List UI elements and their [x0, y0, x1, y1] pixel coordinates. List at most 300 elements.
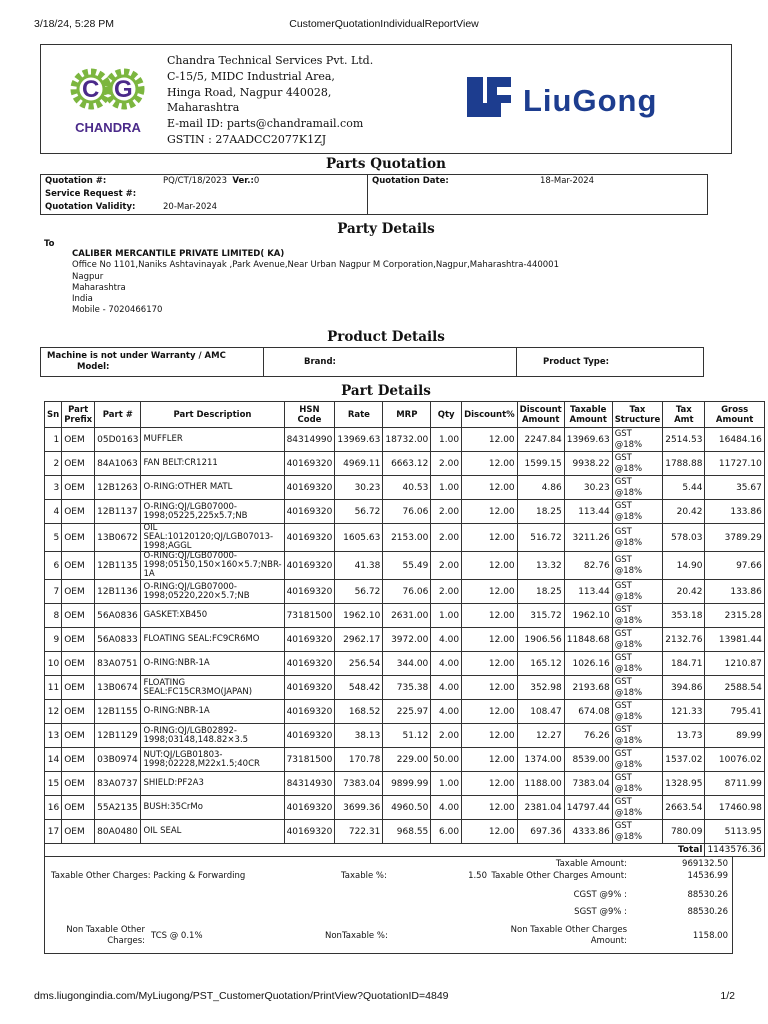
- table-cell: MUFFLER: [141, 428, 284, 452]
- table-cell: 394.86: [663, 676, 705, 700]
- table-cell: 2132.76: [663, 628, 705, 652]
- company-gstin: GSTIN : 27AADCC2077K1ZJ: [167, 132, 327, 146]
- table-cell: O-RING:OTHER MATL: [141, 476, 284, 500]
- table-cell: OEM: [62, 700, 95, 724]
- quotation-info-table: [40, 174, 708, 215]
- table-cell: 133.86: [705, 580, 764, 604]
- table-cell: 40169320: [284, 552, 335, 580]
- table-cell: 14.90: [663, 552, 705, 580]
- table-cell: GST @18%: [612, 428, 663, 452]
- table-row: [45, 552, 765, 580]
- table-cell: 12: [45, 700, 62, 724]
- table-cell: OEM: [62, 820, 95, 844]
- table-cell: 13B0674: [95, 676, 141, 700]
- table-cell: GST @18%: [612, 500, 663, 524]
- table-row: [45, 500, 765, 524]
- warranty-status: Machine is not under Warranty / AMC: [47, 351, 226, 361]
- table-cell: GASKET:XB450: [141, 604, 284, 628]
- table-cell: OEM: [62, 628, 95, 652]
- col-header: Discount Amount: [517, 402, 564, 428]
- quotation-summary: [44, 857, 733, 954]
- table-cell: 9938.22: [564, 452, 612, 476]
- table-row: [45, 676, 765, 700]
- table-cell: 35.67: [705, 476, 764, 500]
- other-charges-label: Taxable Other Charges: Packing & Forwarding: [51, 871, 246, 881]
- table-cell: 3: [45, 476, 62, 500]
- table-cell: O-RING:NBR-1A: [141, 652, 284, 676]
- quotation-date-label: Quotation Date:: [368, 175, 537, 189]
- tcs-label: TCS @ 0.1%: [151, 931, 203, 941]
- ver-value: 0: [253, 176, 260, 186]
- table-row: [45, 476, 765, 500]
- table-cell: 30.23: [564, 476, 612, 500]
- table-cell: 20.42: [663, 500, 705, 524]
- table-cell: 76.06: [383, 500, 431, 524]
- taxable-pct-value: 1.50: [468, 871, 487, 881]
- table-cell: 83A0751: [95, 652, 141, 676]
- table-cell: 41.38: [335, 552, 383, 580]
- table-cell: 55A2135: [95, 796, 141, 820]
- table-cell: 12B1137: [95, 500, 141, 524]
- table-cell: 40169320: [284, 820, 335, 844]
- quotation-validity-label: Quotation Validity:: [45, 202, 136, 212]
- table-cell: 7383.04: [335, 772, 383, 796]
- total-label: Total: [45, 844, 705, 857]
- table-cell: 4.00: [431, 700, 462, 724]
- part-rows: [45, 428, 765, 844]
- table-cell: 89.99: [705, 724, 764, 748]
- table-cell: 18.25: [517, 580, 564, 604]
- table-cell: 12.27: [517, 724, 564, 748]
- table-cell: GST @18%: [612, 628, 663, 652]
- table-row: [45, 652, 765, 676]
- table-cell: 4.00: [431, 652, 462, 676]
- col-header: Part #: [95, 402, 141, 428]
- nontax-pct-label: NonTaxable %:: [325, 931, 388, 941]
- table-cell: 12.00: [462, 700, 518, 724]
- table-cell: 18.25: [517, 500, 564, 524]
- table-cell: 40169320: [284, 796, 335, 820]
- table-cell: 12.00: [462, 820, 518, 844]
- warranty-cell: [41, 348, 264, 377]
- table-cell: 2193.68: [564, 676, 612, 700]
- table-cell: OEM: [62, 452, 95, 476]
- table-cell: 73181500: [284, 604, 335, 628]
- table-cell: O-RING:QJ/LGB07000-1998;05150,150×160×5.7;NBR-1A: [141, 552, 284, 580]
- table-cell: 40169320: [284, 652, 335, 676]
- table-cell: OIL SEAL: [141, 820, 284, 844]
- table-cell: 8539.00: [564, 748, 612, 772]
- table-cell: 1962.10: [335, 604, 383, 628]
- table-cell: 1374.00: [517, 748, 564, 772]
- table-cell: 12.00: [462, 628, 518, 652]
- table-cell: GST @18%: [612, 748, 663, 772]
- blank-cell: [368, 201, 537, 215]
- col-header: HSN Code: [284, 402, 335, 428]
- table-row: [45, 748, 765, 772]
- table-cell: OEM: [62, 428, 95, 452]
- sgst-label: SGST @9% :: [574, 907, 627, 917]
- table-cell: FLOATING SEAL:FC15CR3MO(JAPAN): [141, 676, 284, 700]
- table-cell: 7: [45, 580, 62, 604]
- table-cell: 722.31: [335, 820, 383, 844]
- liugong-mark-icon: [467, 77, 511, 117]
- table-cell: 4.86: [517, 476, 564, 500]
- table-cell: 30.23: [335, 476, 383, 500]
- blank-cell: [536, 188, 708, 201]
- table-cell: 121.33: [663, 700, 705, 724]
- cgst-label: CGST @9% :: [573, 890, 627, 900]
- table-row: [45, 700, 765, 724]
- customer-name: CALIBER MERCANTILE PRIVATE LIMITED( KA): [72, 249, 285, 259]
- table-cell: 40169320: [284, 580, 335, 604]
- table-cell: 1.00: [431, 604, 462, 628]
- table-cell: 2.00: [431, 500, 462, 524]
- table-cell: 170.78: [335, 748, 383, 772]
- table-cell: GST @18%: [612, 796, 663, 820]
- customer-country: India: [72, 294, 93, 305]
- table-cell: 12.00: [462, 796, 518, 820]
- table-cell: 133.86: [705, 500, 764, 524]
- table-cell: 13.73: [663, 724, 705, 748]
- total-row: [45, 844, 765, 857]
- table-cell: 12.00: [462, 476, 518, 500]
- nontax-amount-value: 1158.00: [692, 931, 728, 941]
- table-cell: GST @18%: [612, 724, 663, 748]
- table-cell: 56.72: [335, 500, 383, 524]
- table-cell: 4960.50: [383, 796, 431, 820]
- table-cell: 2.00: [431, 724, 462, 748]
- table-cell: 12B1263: [95, 476, 141, 500]
- table-cell: 2631.00: [383, 604, 431, 628]
- table-cell: FAN BELT:CR1211: [141, 452, 284, 476]
- table-cell: 12.00: [462, 524, 518, 552]
- table-cell: 12.00: [462, 676, 518, 700]
- table-cell: 84314990: [284, 428, 335, 452]
- quotation-no: PQ/CT/18/2023: [163, 176, 227, 186]
- table-cell: 12.00: [462, 428, 518, 452]
- brand-label: Brand:: [264, 348, 517, 377]
- party-details: [40, 239, 732, 327]
- customer-state: Maharashtra: [72, 282, 126, 293]
- service-request-value: [159, 188, 368, 201]
- company-info: [167, 53, 373, 148]
- table-cell: 82.76: [564, 552, 612, 580]
- table-cell: 10: [45, 652, 62, 676]
- print-url: dms.liugongindia.com/MyLiugong/PST_CustomerQuotation/PrintView?QuotationID=4849: [34, 990, 449, 1002]
- svg-text:C: C: [82, 76, 100, 103]
- table-cell: 795.41: [705, 700, 764, 724]
- table-cell: GST @18%: [612, 476, 663, 500]
- table-cell: 12.00: [462, 452, 518, 476]
- model-label: Model:: [77, 362, 110, 372]
- table-cell: FLOATING SEAL:FC9CR6MO: [141, 628, 284, 652]
- col-header: Qty: [431, 402, 462, 428]
- table-row: [45, 604, 765, 628]
- table-cell: 13B0672: [95, 524, 141, 552]
- table-cell: 2247.84: [517, 428, 564, 452]
- table-cell: 1605.63: [335, 524, 383, 552]
- table-row: [45, 796, 765, 820]
- table-cell: 1328.95: [663, 772, 705, 796]
- table-cell: 1599.15: [517, 452, 564, 476]
- table-cell: 4.00: [431, 628, 462, 652]
- table-cell: 80A0480: [95, 820, 141, 844]
- table-cell: 1.00: [431, 476, 462, 500]
- table-cell: 18732.00: [383, 428, 431, 452]
- table-cell: GST @18%: [612, 580, 663, 604]
- table-cell: 40169320: [284, 452, 335, 476]
- liugong-logo: [465, 73, 691, 121]
- table-cell: 50.00: [431, 748, 462, 772]
- table-cell: BUSH:35CrMo: [141, 796, 284, 820]
- table-cell: 735.38: [383, 676, 431, 700]
- table-cell: 40169320: [284, 724, 335, 748]
- table-cell: OIL SEAL:10120120;QJ/LGB07013-1998;AGGL: [141, 524, 284, 552]
- table-cell: 2.00: [431, 580, 462, 604]
- blank-cell: [368, 188, 537, 201]
- table-cell: 56A0833: [95, 628, 141, 652]
- table-cell: 8711.99: [705, 772, 764, 796]
- table-row: [45, 580, 765, 604]
- table-cell: 40169320: [284, 500, 335, 524]
- table-cell: OEM: [62, 552, 95, 580]
- print-title: CustomerQuotationIndividualReportView: [289, 18, 479, 30]
- table-cell: 13.32: [517, 552, 564, 580]
- table-cell: 40169320: [284, 476, 335, 500]
- product-type-label: Product Type:: [517, 348, 704, 377]
- table-cell: 1: [45, 428, 62, 452]
- table-cell: 968.55: [383, 820, 431, 844]
- taxable-pct-label: Taxable %:: [341, 871, 387, 881]
- table-cell: 05D0163: [95, 428, 141, 452]
- print-header: [0, 0, 768, 40]
- table-cell: 352.98: [517, 676, 564, 700]
- table-cell: 12.00: [462, 724, 518, 748]
- company-address-line: C-15/5, MIDC Industrial Area,: [167, 69, 335, 83]
- customer-city: Nagpur: [72, 271, 104, 282]
- table-cell: 1537.02: [663, 748, 705, 772]
- product-details-table: [40, 347, 704, 377]
- table-cell: 4.00: [431, 676, 462, 700]
- table-cell: 40169320: [284, 628, 335, 652]
- table-cell: O-RING:QJ/LGB07000-1998;05225,225x5.7;NB: [141, 500, 284, 524]
- table-cell: 83A0737: [95, 772, 141, 796]
- table-cell: 3789.29: [705, 524, 764, 552]
- col-header: Gross Amount: [705, 402, 764, 428]
- table-cell: 11727.10: [705, 452, 764, 476]
- table-cell: 4: [45, 500, 62, 524]
- table-cell: 2962.17: [335, 628, 383, 652]
- table-cell: 3972.00: [383, 628, 431, 652]
- table-cell: 16484.16: [705, 428, 764, 452]
- table-cell: GST @18%: [612, 652, 663, 676]
- table-cell: 7383.04: [564, 772, 612, 796]
- table-cell: GST @18%: [612, 524, 663, 552]
- table-cell: 2.00: [431, 524, 462, 552]
- table-cell: 38.13: [335, 724, 383, 748]
- table-cell: 97.66: [705, 552, 764, 580]
- table-cell: 4969.11: [335, 452, 383, 476]
- table-cell: 40169320: [284, 524, 335, 552]
- table-cell: 11848.68: [564, 628, 612, 652]
- table-cell: 6663.12: [383, 452, 431, 476]
- blank-cell: [536, 201, 708, 215]
- quotation-no-label: Quotation #:: [45, 176, 107, 186]
- col-header: Part Description: [141, 402, 284, 428]
- table-cell: 14: [45, 748, 62, 772]
- table-cell: 51.12: [383, 724, 431, 748]
- nontax-amount-label: Non Taxable Other Charges Amount:: [510, 925, 627, 946]
- customer-mobile: Mobile - 7020466170: [72, 305, 163, 316]
- table-cell: 14797.44: [564, 796, 612, 820]
- col-header: Sn: [45, 402, 62, 428]
- table-cell: 165.12: [517, 652, 564, 676]
- table-row: [45, 428, 765, 452]
- table-cell: 20.42: [663, 580, 705, 604]
- quotation-no-value: [159, 175, 368, 189]
- table-cell: 548.42: [335, 676, 383, 700]
- table-cell: 184.71: [663, 652, 705, 676]
- col-header: Discount%: [462, 402, 518, 428]
- table-cell: 9899.99: [383, 772, 431, 796]
- svg-text:CHANDRA: CHANDRA: [75, 120, 141, 135]
- party-details-title: Party Details: [337, 221, 435, 237]
- table-cell: 168.52: [335, 700, 383, 724]
- table-cell: 40.53: [383, 476, 431, 500]
- table-cell: GST @18%: [612, 820, 663, 844]
- table-cell: 2.00: [431, 552, 462, 580]
- table-cell: 2.00: [431, 452, 462, 476]
- table-cell: 697.36: [517, 820, 564, 844]
- table-cell: 113.44: [564, 500, 612, 524]
- table-cell: OEM: [62, 724, 95, 748]
- part-table-header: [45, 402, 765, 428]
- table-cell: 1.00: [431, 428, 462, 452]
- print-datetime: 3/18/24, 5:28 PM: [34, 18, 114, 30]
- print-page-number: 1/2: [720, 990, 735, 1002]
- col-header: Tax Structure: [612, 402, 663, 428]
- table-cell: 780.09: [663, 820, 705, 844]
- table-cell: 56.72: [335, 580, 383, 604]
- quotation-date-value: 18-Mar-2024: [540, 176, 595, 186]
- table-cell: 256.54: [335, 652, 383, 676]
- table-cell: 8: [45, 604, 62, 628]
- table-row: [45, 524, 765, 552]
- product-details-title: Product Details: [327, 329, 445, 345]
- customer-address: Office No 1101,Naniks Ashtavinayak ,Park Avenue,Near Urban Nagpur M Corporation,Nagpur,Maharashtra-440001: [72, 260, 559, 271]
- table-cell: 40169320: [284, 700, 335, 724]
- table-cell: 13: [45, 724, 62, 748]
- table-cell: 344.00: [383, 652, 431, 676]
- table-cell: 40169320: [284, 676, 335, 700]
- table-cell: OEM: [62, 748, 95, 772]
- table-cell: 17: [45, 820, 62, 844]
- table-cell: 12.00: [462, 604, 518, 628]
- col-header: Taxable Amount: [564, 402, 612, 428]
- table-cell: 55.49: [383, 552, 431, 580]
- total-value: 1143576.36: [705, 844, 764, 857]
- table-cell: OEM: [62, 676, 95, 700]
- table-cell: SHIELD:PF2A3: [141, 772, 284, 796]
- table-cell: GST @18%: [612, 676, 663, 700]
- col-header: Part Prefix: [62, 402, 95, 428]
- table-cell: 2: [45, 452, 62, 476]
- ver-label: Ver.:: [232, 176, 254, 186]
- table-cell: 76.06: [383, 580, 431, 604]
- cgst-value: 88530.26: [687, 890, 728, 900]
- table-cell: 1188.00: [517, 772, 564, 796]
- nontax-label: Non Taxable Other Charges:: [66, 925, 145, 946]
- table-cell: 516.72: [517, 524, 564, 552]
- table-cell: 2153.00: [383, 524, 431, 552]
- table-row: [45, 772, 765, 796]
- table-cell: 84314930: [284, 772, 335, 796]
- other-charges-amount-value: 14536.99: [687, 871, 728, 881]
- taxable-amount-value: 969132.50: [682, 859, 728, 869]
- table-cell: GST @18%: [612, 604, 663, 628]
- table-cell: 03B0974: [95, 748, 141, 772]
- table-cell: 6: [45, 552, 62, 580]
- sgst-value: 88530.26: [687, 907, 728, 917]
- company-email: E-mail ID: parts@chandramail.com: [167, 117, 364, 131]
- svg-text:LiuGong: LiuGong: [523, 83, 658, 118]
- table-cell: O-RING:QJ/LGB07000-1998;05220,220×5.7;NB: [141, 580, 284, 604]
- table-cell: 12.00: [462, 748, 518, 772]
- table-cell: 76.26: [564, 724, 612, 748]
- col-header: MRP: [383, 402, 431, 428]
- table-cell: 2588.54: [705, 676, 764, 700]
- table-row: [45, 724, 765, 748]
- company-address-line: Hinga Road, Nagpur 440028,: [167, 85, 332, 99]
- table-cell: 5113.95: [705, 820, 764, 844]
- taxable-amount-label: Taxable Amount:: [555, 859, 627, 869]
- table-cell: 229.00: [383, 748, 431, 772]
- to-label: To: [44, 239, 55, 249]
- table-cell: 1210.87: [705, 652, 764, 676]
- table-cell: 4333.86: [564, 820, 612, 844]
- table-cell: OEM: [62, 580, 95, 604]
- table-cell: 12B1135: [95, 552, 141, 580]
- company-header: [40, 44, 732, 154]
- table-cell: 1788.88: [663, 452, 705, 476]
- table-cell: 1906.56: [517, 628, 564, 652]
- table-cell: 315.72: [517, 604, 564, 628]
- table-cell: 2663.54: [663, 796, 705, 820]
- table-cell: 11: [45, 676, 62, 700]
- table-cell: OEM: [62, 772, 95, 796]
- table-cell: 674.08: [564, 700, 612, 724]
- table-cell: GST @18%: [612, 552, 663, 580]
- table-cell: GST @18%: [612, 452, 663, 476]
- table-cell: O-RING:QJ/LGB02892-1998;03148,148.82×3.5: [141, 724, 284, 748]
- customer-block: [72, 249, 559, 317]
- company-name: Chandra Technical Services Pvt. Ltd.: [167, 54, 374, 67]
- table-cell: GST @18%: [612, 700, 663, 724]
- table-cell: 12B1155: [95, 700, 141, 724]
- table-cell: 12.00: [462, 500, 518, 524]
- table-cell: 2381.04: [517, 796, 564, 820]
- table-row: [45, 452, 765, 476]
- table-cell: 1026.16: [564, 652, 612, 676]
- table-cell: 12.00: [462, 552, 518, 580]
- table-cell: GST @18%: [612, 772, 663, 796]
- table-cell: 353.18: [663, 604, 705, 628]
- company-address-line: Maharashtra: [167, 101, 240, 115]
- table-cell: 5.44: [663, 476, 705, 500]
- table-cell: OEM: [62, 500, 95, 524]
- table-cell: 13981.44: [705, 628, 764, 652]
